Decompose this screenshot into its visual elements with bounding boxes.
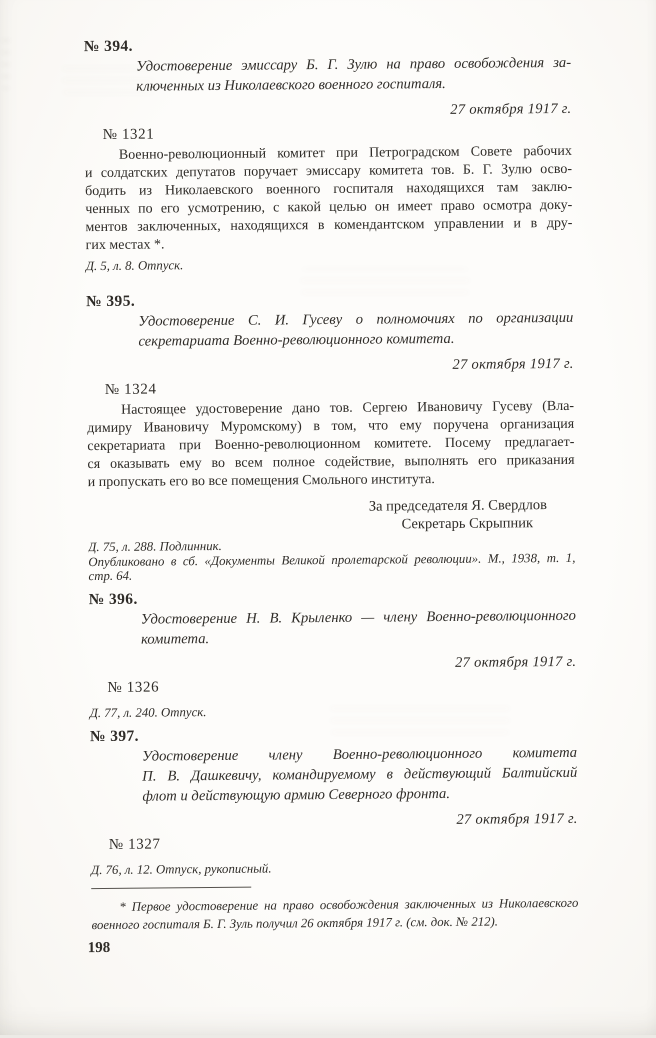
- archival-line: Опубликовано в сб. «Документы Великой пролетарской революции». М., 1938, т. 1,: [88, 550, 576, 569]
- body-line: и пропускать его во все помещения Смольного института.: [87, 472, 435, 491]
- body-line: димиру Ивановичу Муромскому) в том, что ему поручена организация: [87, 416, 575, 437]
- entry-heading: [141, 606, 576, 650]
- body-line: бодить из Николаевского военного госпиталя находящихся там заклю-: [85, 179, 573, 200]
- entry-number: № 394.: [83, 37, 133, 56]
- archival-line: стр. 64.: [88, 568, 133, 584]
- entry-heading: [136, 53, 571, 97]
- document-entry-397: [90, 724, 578, 878]
- document-number: № 1321: [102, 126, 155, 143]
- signature-secretary: Секретарь Скрыпник: [401, 515, 534, 533]
- body-line: гих местах *.: [85, 237, 165, 254]
- entry-date: 27 октября 1917 г.: [450, 100, 572, 118]
- footnote-line: военного госпиталя Б. Г. Зуль получил 26 октября 1917 г. (см. док. № 212).: [91, 914, 498, 932]
- heading-line: секретариата Военно-революционного комитета.: [138, 330, 455, 350]
- entry-number: № 397.: [89, 727, 139, 746]
- heading-line: Удостоверение Н. В. Крыленко — члену Военно-революционного: [140, 607, 576, 628]
- body-line: ся оказывать ему во всем полное содействие, выполнять его приказания: [87, 452, 575, 473]
- archival-line: Д. 75, л. 288. Подлинник.: [88, 538, 222, 555]
- signature-chairman: За председателя Я. Свердлов: [368, 497, 547, 515]
- body-line: и солдатских депутатов поручает эмиссару комитета тов. Б. Г. Зулю осво-: [84, 161, 573, 182]
- heading-line: флот и действующую армию Северного фронта.: [142, 785, 451, 805]
- heading-line: П. В. Дашкевичу, командируемому в действующий Балтийский: [142, 764, 578, 785]
- heading-line: ключенных из Николаевского военного госпиталя.: [136, 75, 446, 95]
- archival-reference: Д. 76, л. 12. Отпуск, рукописный.: [91, 861, 272, 878]
- entry-number: № 396.: [88, 590, 138, 609]
- entry-heading: [138, 308, 573, 352]
- footnote-line: * Первое удостоверение на право освобождения заключенных из Николаевского: [119, 895, 579, 914]
- heading-line: Удостоверение эмиссару Б. Г. Зулю на право освобождения за-: [135, 54, 572, 75]
- body-line: ченных по его усмотрению, с какой целью он имеет право осмотра доку-: [85, 197, 573, 218]
- heading-line: Удостоверение С. И. Гусеву о полномочиях по организации: [138, 309, 574, 330]
- document-number: № 1326: [107, 679, 160, 696]
- document-entry-396: [89, 587, 577, 721]
- entry-body: [85, 143, 573, 255]
- archival-reference: [88, 536, 575, 584]
- document-entry-394: [84, 34, 573, 274]
- body-line: Настоящее удостоверение дано тов. Сергею Ивановичу Гусеву (Вла-: [120, 398, 575, 418]
- entry-number: № 395.: [86, 292, 136, 311]
- document-entry-395: [86, 289, 576, 584]
- body-line: ментов заключенных, находящихся в комендантском управлении и в дру-: [85, 215, 573, 236]
- heading-line: комитета.: [140, 631, 210, 648]
- entry-date: 27 октября 1917 г.: [456, 810, 578, 828]
- archival-reference: Д. 5, л. 8. Отпуск.: [85, 258, 184, 274]
- heading-line: Удостоверение члену Военно-революционного комитета: [142, 744, 578, 765]
- document-number: № 1324: [104, 381, 157, 398]
- document-number: № 1327: [108, 836, 161, 853]
- body-line: Военно-революционный комитет при Петроградском Совете рабочих: [118, 143, 572, 163]
- entry-date: 27 октября 1917 г.: [455, 653, 577, 671]
- page-number: 198: [87, 939, 111, 957]
- archival-reference: Д. 77, л. 240. Отпуск.: [89, 705, 207, 721]
- entry-body: [87, 398, 575, 492]
- signature-block: [88, 496, 575, 536]
- body-line: секретариата при Военно-революционном комитете. Посему предлагает-: [87, 434, 575, 455]
- entry-heading: [142, 743, 578, 807]
- entry-date: 27 октября 1917 г.: [452, 355, 574, 373]
- footnote: [91, 895, 578, 934]
- footnote-rule: [91, 887, 251, 889]
